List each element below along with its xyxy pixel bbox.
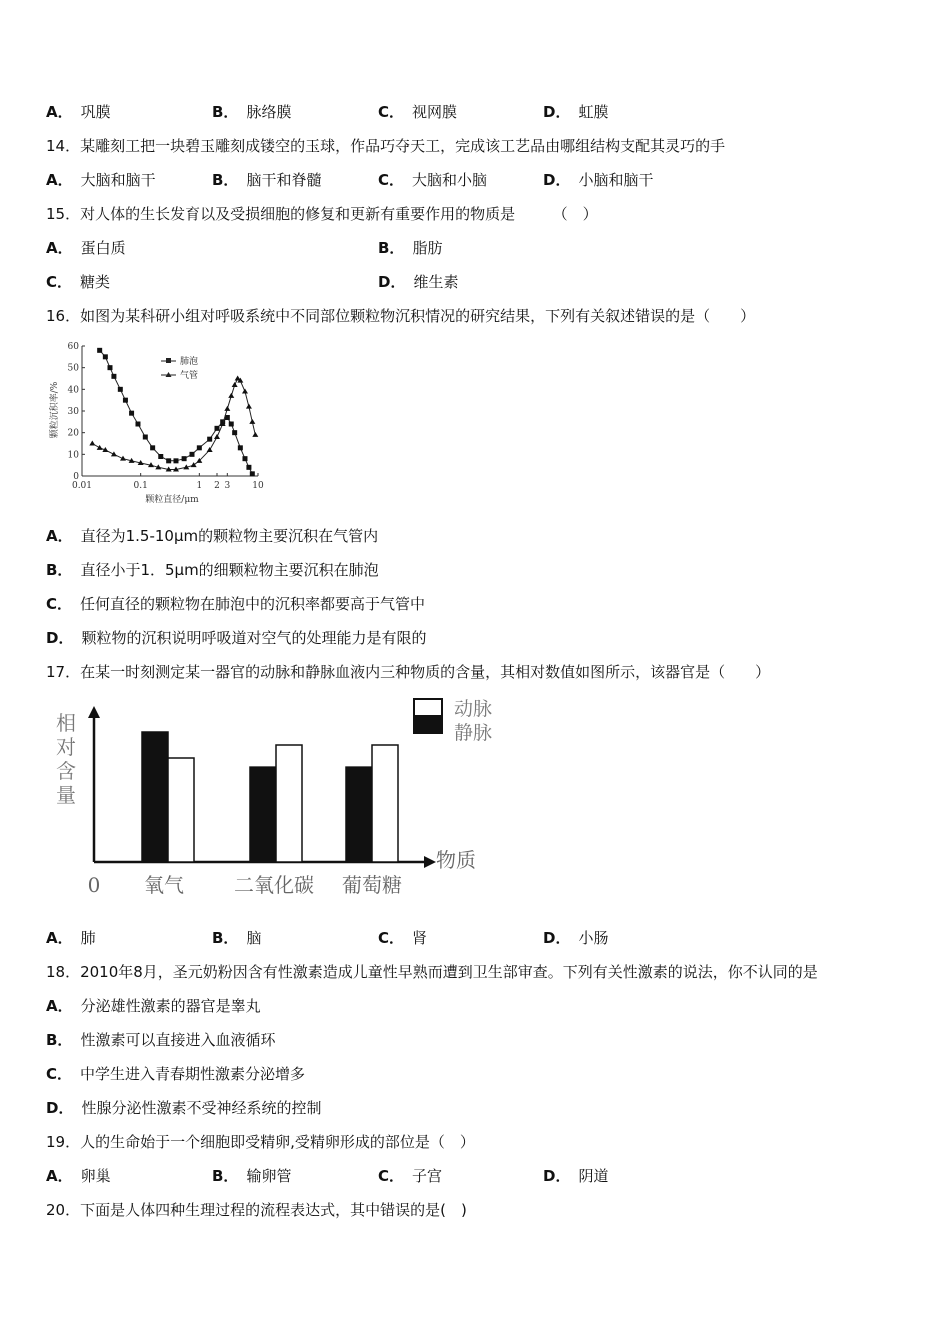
legend-trachea-label: 气管 — [180, 371, 199, 381]
q14-option-d[interactable]: D． 小脑和脑干 — [543, 171, 654, 189]
alveoli-data-point — [173, 458, 178, 463]
alveoli-data-point — [111, 374, 116, 379]
trachea-data-point — [224, 406, 230, 411]
trachea-data-point — [252, 432, 258, 437]
bar-category-label: 葡萄糖 — [342, 873, 402, 897]
q18-stem: 18．2010年8月，圣元奶粉因含有性激素造成儿童性早熟而遭到卫生部审查。下列有关性激素的说法，你不认同的是 — [46, 963, 818, 981]
alveoli-data-point — [158, 454, 163, 459]
alveoli-data-point — [250, 471, 255, 476]
deposition-y-tick-label: 50 — [67, 363, 79, 374]
deposition-x-tick-label: 0.01 — [71, 481, 93, 491]
alveoli-data-point — [166, 458, 171, 463]
deposition-y-tick-label: 30 — [67, 407, 79, 417]
bar-category-label: 氧气 — [144, 873, 184, 897]
q17-option-a[interactable]: A． 肺 — [46, 929, 96, 947]
q17-stem: 17．在某一时刻测定某一器官的动脉和静脉血液内三种物质的含量，其相对数值如图所示，该器官是（ ） — [46, 663, 771, 681]
deposition-chart — [46, 336, 276, 508]
alveoli-data-point — [207, 437, 212, 442]
trachea-data-point — [228, 393, 234, 398]
q18-option-d[interactable]: D． 性腺分泌性激素不受神经系统的控制 — [46, 1099, 322, 1117]
legend-square-marker — [166, 358, 171, 363]
alveoli-data-point — [103, 354, 108, 359]
q15-option-d[interactable]: D． 维生素 — [378, 273, 459, 291]
q15-option-a[interactable]: A． 蛋白质 — [46, 239, 126, 257]
bar-x-label: 物质 — [436, 848, 476, 872]
alveoli-data-point — [150, 445, 155, 450]
deposition-x-tick-label: 3 — [224, 481, 231, 491]
legend-vein-label: 静脉 — [454, 722, 493, 744]
q13-option-c[interactable]: C． 视网膜 — [378, 103, 458, 121]
alveoli-data-point — [214, 426, 219, 431]
alveoli-data-point — [182, 456, 187, 461]
deposition-y-tick-label: 0 — [73, 472, 79, 482]
q13-option-a[interactable]: A． 巩膜 — [46, 103, 111, 121]
q14-stem: 14．某雕刻工把一块碧玉雕刻成镂空的玉球，作品巧夺天工，完成该工艺品由哪组结构支配其灵巧的手 — [46, 137, 726, 155]
deposition-x-label: 颗粒直径/μm — [145, 495, 199, 505]
trachea-data-point — [89, 441, 95, 446]
deposition-x-tick-label: 2 — [214, 481, 220, 491]
bar-vein — [250, 767, 276, 862]
q14-option-b[interactable]: B． 脑干和脊髓 — [212, 171, 322, 189]
q16-option-a[interactable]: A． 直径为1.5-10μm的颗粒物主要沉积在气管内 — [46, 527, 379, 545]
q15-stem: 15．对人体的生长发育以及受损细胞的修复和更新有重要作用的物质是 （ ） — [46, 205, 598, 223]
alveoli-data-point — [246, 465, 251, 470]
alveoli-data-point — [242, 456, 247, 461]
bar-y-label-char: 相 — [56, 711, 76, 735]
q15-option-b[interactable]: B． 脂肪 — [378, 239, 443, 257]
q17-option-b[interactable]: B． 脑 — [212, 929, 262, 947]
q13-option-d[interactable]: D． 虹膜 — [543, 103, 609, 121]
q18-option-c[interactable]: C． 中学生进入青春期性激素分泌增多 — [46, 1065, 306, 1083]
alveoli-data-point — [135, 422, 140, 427]
q19-stem: 19．人的生命始于一个细胞即受精卵,受精卵形成的部位是（ ） — [46, 1133, 475, 1151]
alveoli-data-point — [97, 348, 102, 353]
trachea-data-point — [232, 382, 238, 387]
bar-artery — [372, 745, 398, 862]
q16-option-c[interactable]: C． 任何直径的颗粒物在肺泡中的沉积率都要高于气管中 — [46, 595, 426, 613]
bar-artery — [276, 745, 302, 862]
q19-option-b[interactable]: B． 输卵管 — [212, 1167, 292, 1185]
q16-option-b[interactable]: B． 直径小于1．5μm的细颗粒物主要沉积在肺泡 — [46, 561, 379, 579]
trachea-data-point — [242, 389, 248, 394]
bar-vein — [346, 767, 372, 862]
q14-option-a[interactable]: A． 大脑和脑干 — [46, 171, 156, 189]
bar-vein — [142, 732, 168, 862]
deposition-y-tick-label: 20 — [67, 428, 79, 439]
alveoli-data-point — [190, 452, 195, 457]
alveoli-data-point — [118, 387, 123, 392]
deposition-legend — [161, 355, 198, 381]
alveoli-data-point — [143, 435, 148, 440]
q17-option-c[interactable]: C． 肾 — [378, 929, 428, 947]
q14-option-c[interactable]: C． 大脑和小脑 — [378, 171, 488, 189]
q15-option-c[interactable]: C． 糖类 — [46, 273, 111, 291]
deposition-x-tick-label: 1 — [196, 481, 203, 491]
q16-option-d[interactable]: D． 颗粒物的沉积说明呼吸道对空气的处理能力是有限的 — [46, 629, 427, 647]
bar-y-label-char: 含 — [56, 759, 76, 783]
alveoli-data-point — [238, 445, 243, 450]
q19-option-a[interactable]: A． 卵巢 — [46, 1167, 111, 1185]
trachea-data-point — [97, 445, 103, 450]
q18-option-a[interactable]: A． 分泌雄性激素的器官是睾丸 — [46, 997, 261, 1015]
bar-y-axis-arrow — [88, 706, 100, 718]
blood-content-chart — [46, 692, 516, 906]
deposition-y-tick-label: 60 — [67, 342, 79, 352]
deposition-y-label: 颗粒沉积率/% — [50, 381, 60, 439]
q16-stem: 16．如图为某科研小组对呼吸系统中不同部位颗粒物沉积情况的研究结果，下列有关叙述错误的是（ ） — [46, 307, 756, 325]
trachea-data-point — [214, 434, 220, 439]
deposition-x-tick-label: 10 — [252, 481, 264, 491]
alveoli-data-point — [123, 398, 128, 403]
alveoli-data-point — [229, 422, 234, 427]
q20-stem: 20．下面是人体四种生理过程的流程表达式，其中错误的是( ) — [46, 1201, 467, 1219]
bar-legend — [414, 698, 492, 744]
legend-artery-label: 动脉 — [454, 698, 493, 720]
bar-origin-label: 0 — [87, 873, 101, 897]
legend-alveoli-label: 肺泡 — [180, 357, 199, 367]
alveoli-data-point — [129, 411, 134, 416]
bar-artery — [168, 758, 194, 862]
deposition-y-tick-label: 40 — [67, 385, 79, 396]
trachea-data-point — [111, 451, 117, 456]
deposition-series-line-alveoli — [100, 350, 253, 474]
q19-option-d[interactable]: D． 阴道 — [543, 1167, 609, 1185]
deposition-y-tick-label: 10 — [67, 450, 79, 461]
bar-y-label-char: 对 — [56, 735, 76, 759]
trachea-data-point — [207, 447, 213, 452]
q18-option-b[interactable]: B． 性激素可以直接进入血液循环 — [46, 1031, 276, 1049]
bar-category-label: 二氧化碳 — [234, 873, 314, 897]
legend-vein-swatch — [414, 716, 442, 733]
alveoli-data-point — [197, 445, 202, 450]
bar-x-axis-arrow — [424, 856, 436, 868]
q13-option-b[interactable]: B． 脉络膜 — [212, 103, 292, 121]
trachea-data-point — [246, 404, 252, 409]
deposition-x-tick-label: 0.1 — [133, 481, 148, 491]
bar-y-label-char: 量 — [56, 783, 76, 807]
q19-option-c[interactable]: C． 子宫 — [378, 1167, 443, 1185]
q17-option-d[interactable]: D． 小肠 — [543, 929, 609, 947]
alveoli-data-point — [232, 430, 237, 435]
alveoli-data-point — [107, 365, 112, 370]
trachea-data-point — [249, 419, 255, 424]
legend-artery-swatch — [414, 699, 442, 716]
